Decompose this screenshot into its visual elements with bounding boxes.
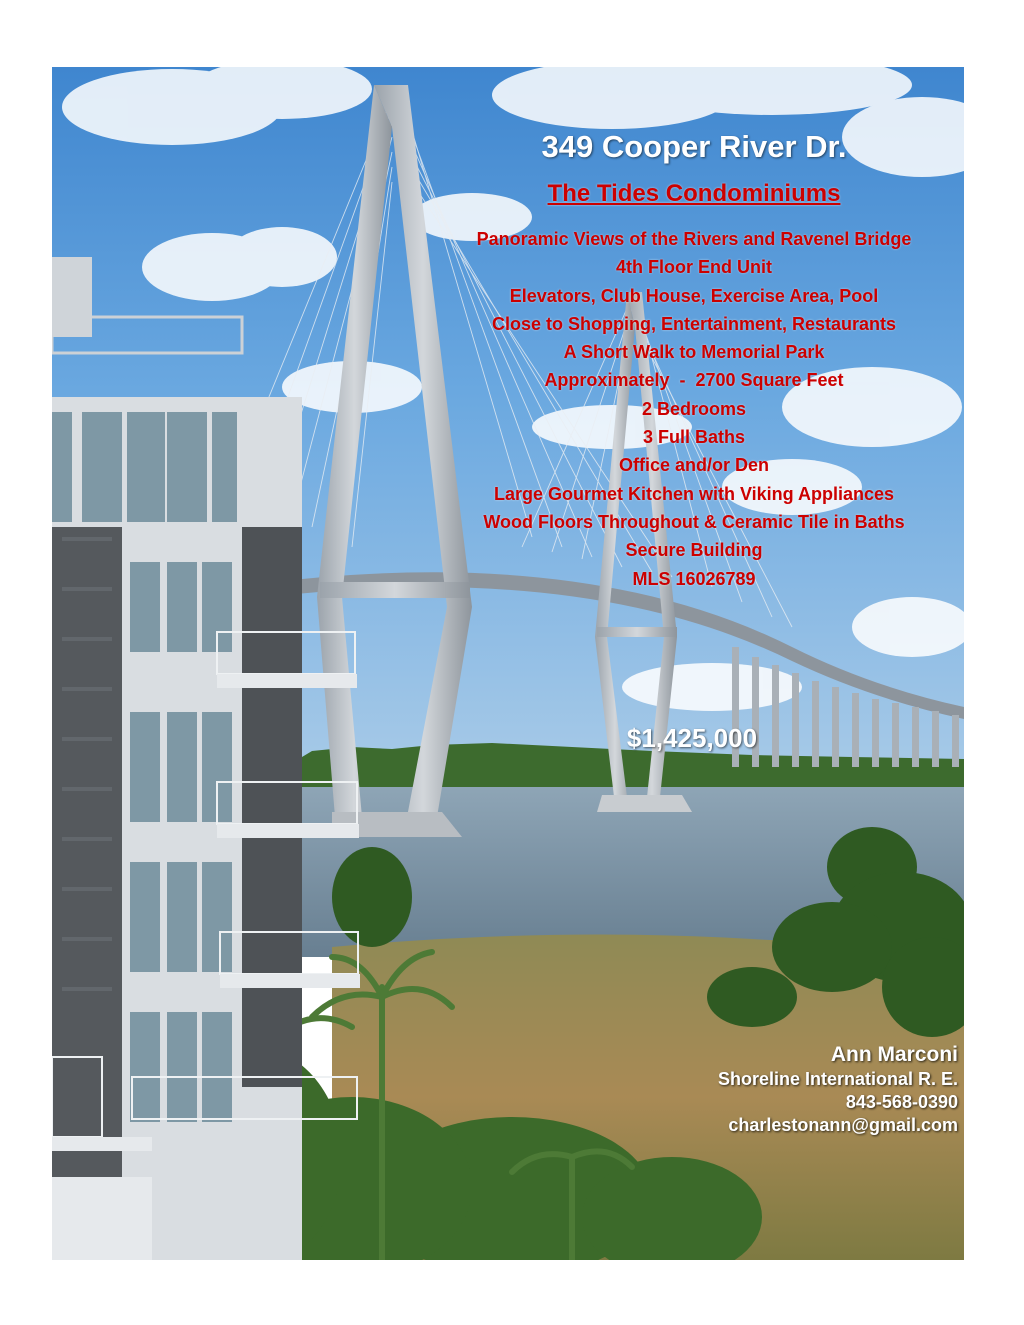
property-address: 349 Cooper River Dr. [541,129,847,164]
feature-item: Secure Building [625,540,763,561]
agent-email: charlestonann@gmail.com [728,1115,958,1135]
feature-item: Close to Shopping, Entertainment, Restaurants [491,313,897,334]
feature-item: Wood Floors Throughout & Ceramic Tile in Baths [483,511,905,532]
feature-item: MLS 16026789 [632,568,756,589]
listing-price: $1,425,000 [626,723,758,753]
feature-item: Approximately - 2700 Square Feet [544,370,844,391]
agent-name: Ann Marconi [830,1043,958,1066]
feature-item: A Short Walk to Memorial Park [563,342,825,363]
feature-item: 4th Floor End Unit [616,257,772,278]
listing-flyer [52,67,964,1260]
feature-item: Office and/or Den [618,455,770,476]
agent-company: Shoreline International R. E. [717,1069,958,1089]
feature-item: 3 Full Baths [642,427,745,448]
agent-contact [558,1041,958,1137]
feature-list [374,225,964,593]
agent-phone: 843-568-0390 [845,1092,958,1112]
feature-item: Large Gourmet Kitchen with Viking Appliances [493,483,895,504]
complex-name: The Tides Condominiums [547,180,841,207]
feature-item: Elevators, Club House, Exercise Area, Pool [509,285,879,306]
feature-item: 2 Bedrooms [641,398,747,419]
feature-item: Panoramic Views of the Rivers and Ravenel Bridge [476,229,912,249]
